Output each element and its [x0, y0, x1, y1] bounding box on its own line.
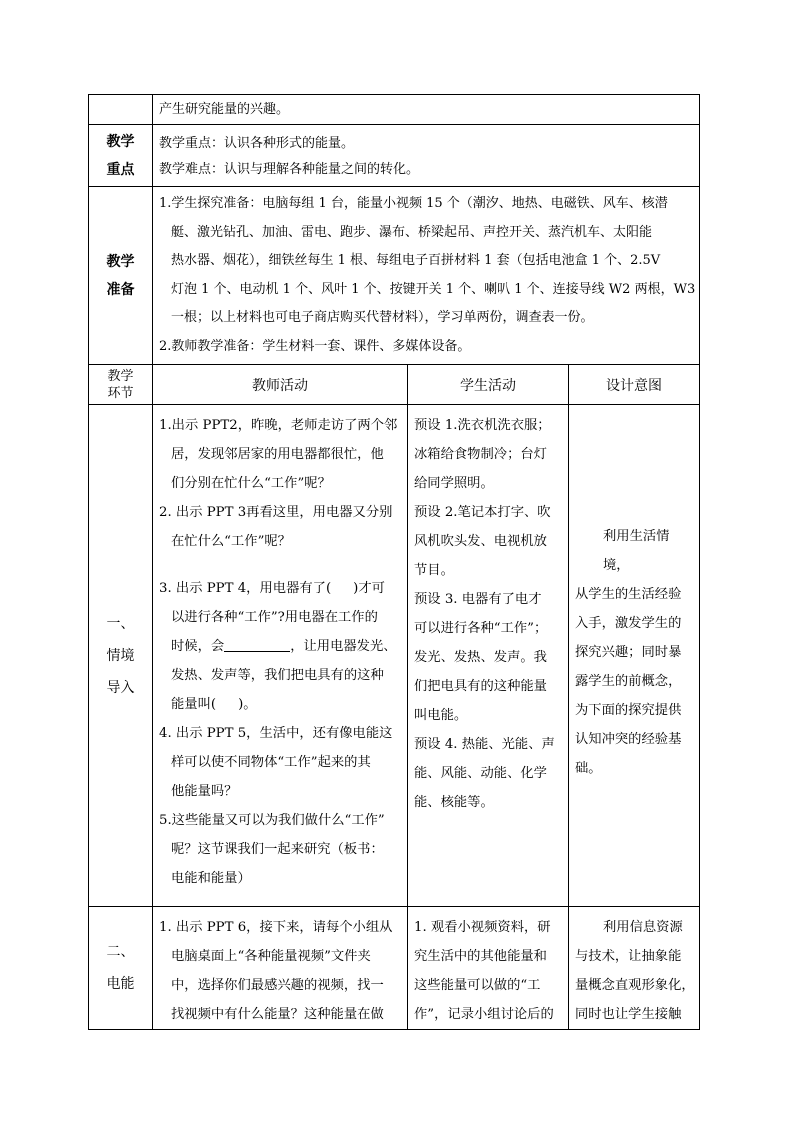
row-preparation [89, 187, 700, 365]
row0-label [89, 95, 153, 125]
fill-blank [224, 637, 290, 652]
section-2-design-intent: 利用信息资源 与技术，让抽象能 量概念直观形象化， 同时也让学生接触 [569, 907, 700, 1030]
header-stage: 教学 环节 [89, 365, 153, 405]
header-design-intent: 设计意图 [569, 365, 700, 405]
section-1-row [89, 405, 700, 907]
key-points-label: 教学 重点 [89, 125, 153, 187]
section-2-stage: 二、 电能 [89, 907, 153, 1030]
section-1-design-intent: 利用生活情境， 从学生的生活经验 入手，激发学生的 探究兴趣；同时暴 露学生的前概念， 为下面的探究提供 认知冲突的经验基 础。 [569, 405, 700, 907]
row0-text: 产生研究能量的兴趣。 [153, 95, 700, 125]
section-1-stage: 一、 情境 导入 [89, 405, 153, 907]
row-key-points [89, 125, 700, 187]
preparation-content: 1.学生探究准备：电脑每组 1 台，能量小视频 15 个（潮汐、地热、电磁铁、风车、核潜 艇、激光钻孔、加油、雷电、跑步、瀑布、桥梁起吊、声控开关、蒸汽机车、太阳能 热水器、烟花），细铁丝每生 1 根、每组电子百拼材料 1 套（包括电池盒 1 个、2.5V 灯泡 1 个、电动机 1 个、风叶 1 个、按键开关 1 个、喇叭 1 个、连接导线 W2 两根，W3 一根；以上材料也可电子商店购买代替材料），学习单两份，调查表一份。 2.教师教学准备：学生材料一套、课件、多媒体设备。 [153, 187, 700, 365]
column-header-row [89, 365, 700, 405]
lesson-plan-table [88, 94, 700, 1030]
header-teacher-activity: 教师活动 [153, 365, 408, 405]
section-2-row [89, 907, 700, 1030]
preparation-label: 教学 准备 [89, 187, 153, 365]
section-2-teacher-activity: 1. 出示 PPT 6，接下来，请每个小组从 电脑桌面上“各种能量视频”文件夹 中，选择你们最感兴趣的视频，找一 找视频中有什么能量？这种能量在做 [153, 907, 408, 1030]
row-interest [89, 95, 700, 125]
key-points-content: 教学重点：认识各种形式的能量。 教学难点：认识与理解各种能量之间的转化。 [153, 125, 700, 187]
header-student-activity: 学生活动 [408, 365, 569, 405]
section-1-student-activity: 预设 1.洗衣机洗衣服； 冰箱给食物制冷；台灯 给同学照明。 预设 2.笔记本打字、吹 风机吹头发、电视机放 节目。 预设 3. 电器有了电才 可以进行各种“工作”； 发光、发热、发声。我 们把电具有的这种能量 叫电能。 预设 4. 热能、光能、声 能、风能、动能、化学 能、核能等。 [408, 405, 569, 907]
section-2-student-activity: 1. 观看小视频资料，研 究生活中的其他能量和 这些能量可以做的“工 作”，记录小组讨论后的 [408, 907, 569, 1030]
section-1-teacher-activity: 1.出示 PPT2，昨晚，老师走访了两个邻 居，发现邻居家的用电器都很忙，他 们分别在忙什么“工作”呢？ 2. 出示 PPT 3再看这里，用电器又分别 在忙什么“工作”呢？ 3. 出示 PPT 4，用电器有了( )才可 以进行各种“工作”?用电器在工作的 时候，会 ，让用电器发光、 发热、发声等，我们把电具有的这种 能量叫( )。 4. 出示 PPT 5，生活中，还有像电能这 样可以使不同物体“工作”起来的其 他能量吗？ 5.这些能量又可以为我们做什么“工作” 呢？这节课我们一起来研究（板书： 电能和能量） [153, 405, 408, 907]
